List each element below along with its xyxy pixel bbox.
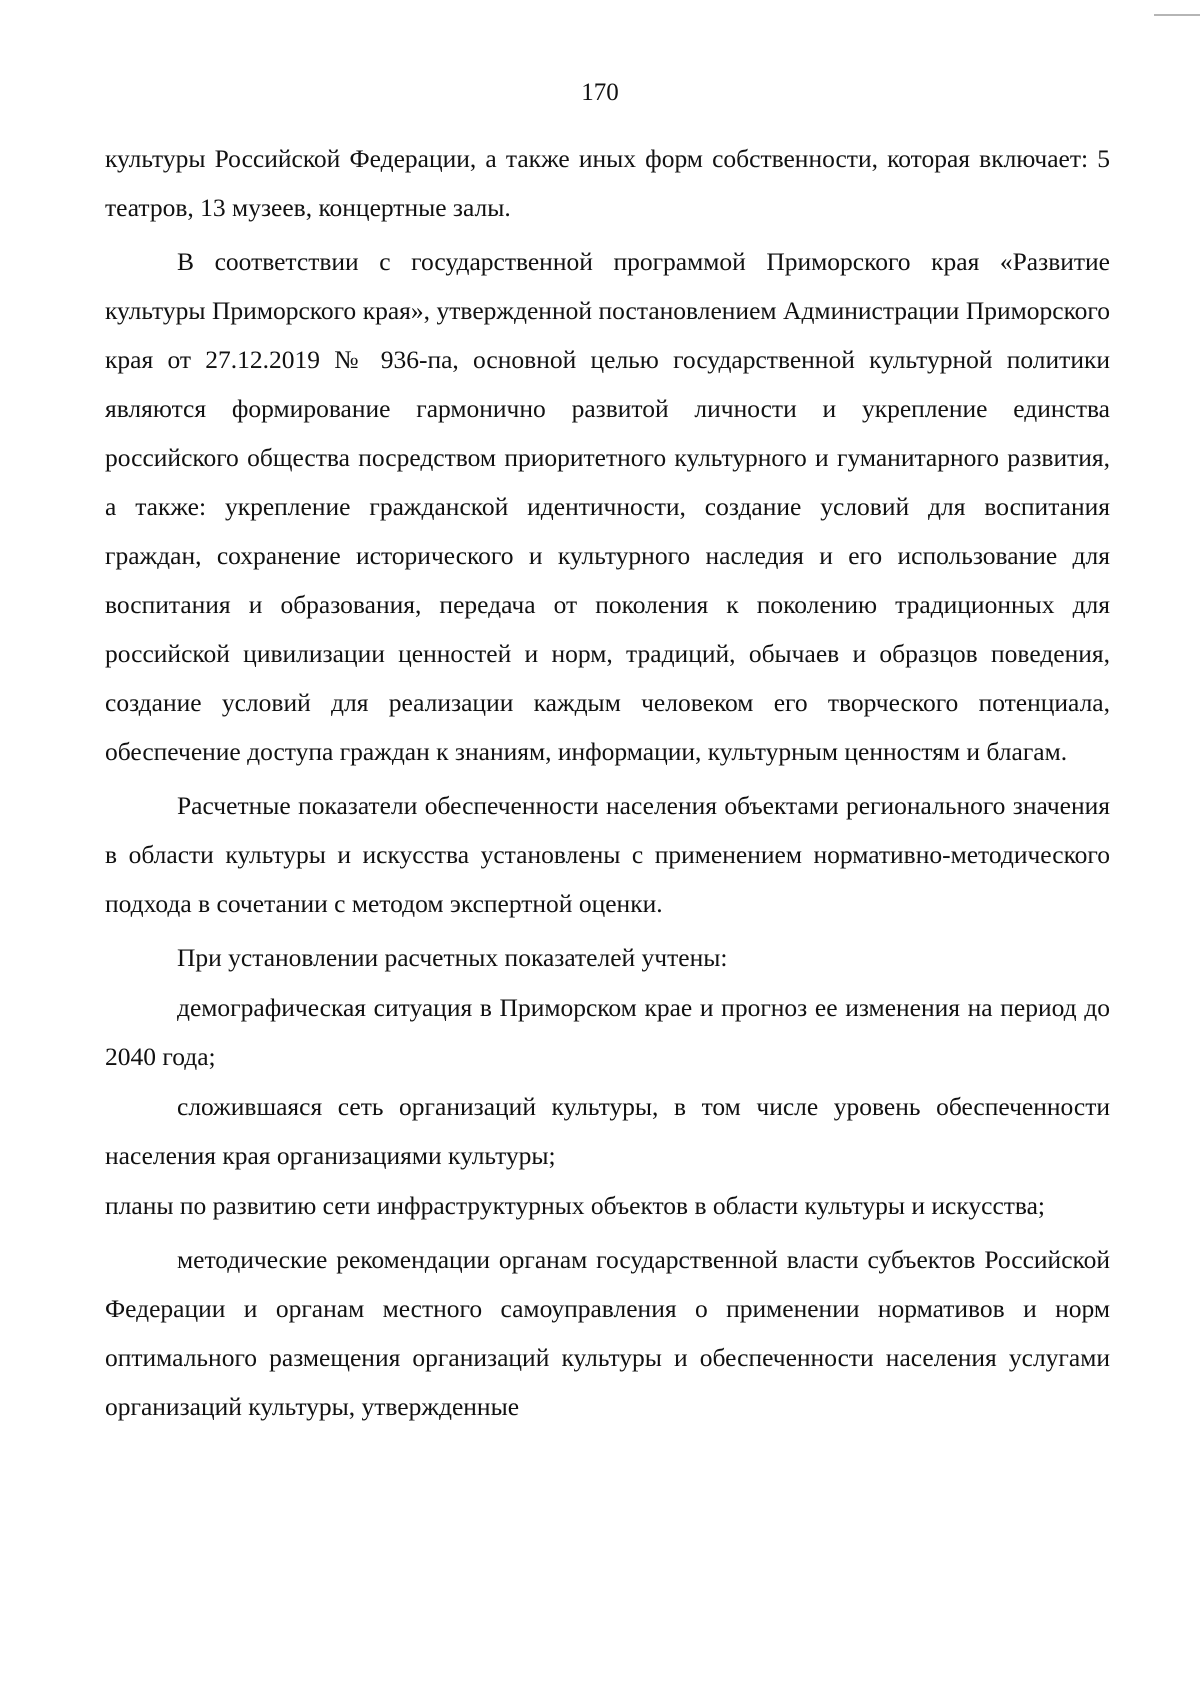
list-item-infrastructure-plans: планы по развитию сети инфраструктурных объектов в области культуры и искусства;: [105, 1191, 1046, 1220]
page-number: 170: [581, 79, 619, 106]
list-item-methodical-recommendations: методические рекомендации органам государственной власти субъектов Российской Федерации и органам местного самоуправления о применении нормативов и норм оптимального размещения организаций культуры и обеспеченности населения услугами организаций культуры, утвержденные: [105, 1245, 1110, 1421]
paragraph-continuation: культуры Российской Федерации, а также иных форм собственности, которая включает: 5 театров, 13 музеев, концертные залы.: [105, 144, 1110, 222]
scan-edge-mark: [1154, 14, 1200, 16]
list-item-existing-network: сложившаяся сеть организаций культуры, в том числе уровень обеспеченности населения края организациями культуры;: [105, 1092, 1110, 1170]
list-item-demographics: демографическая ситуация в Приморском крае и прогноз ее изменения на период до 2040 года;: [105, 993, 1110, 1071]
paragraph-state-program: В соответствии с государственной программой Приморского края «Развитие культуры Приморского края», утвержденной постановлением Администрации Приморского края от 27.12.2019 № 936-па, основной целью государственной культурной политики являются формирование гармонично развитой личности и укрепление единства российского общества посредством приоритетного культурного и гуманитарного развития, а также: укрепление гражданской идентичности, создание условий для воспитания граждан, сохранение исторического и культурного наследия и его использование для воспитания и образования, передача от поколения к поколению традиционных для российской цивилизации ценностей и норм, традиций, обычаев и образцов поведения, создание условий для реализации каждым человеком его творческого потенциала, обеспечение доступа граждан к знаниям, информации, культурным ценностям и благам.: [105, 247, 1110, 766]
paragraph-considered-factors: При установлении расчетных показателей учтены:: [177, 943, 728, 972]
document-body: [105, 134, 1110, 1431]
paragraph-calculated-indicators: Расчетные показатели обеспеченности населения объектами регионального значения в области культуры и искусства установлены с применением нормативно-методического подхода в сочетании с методом экспертной оценки.: [105, 791, 1110, 918]
